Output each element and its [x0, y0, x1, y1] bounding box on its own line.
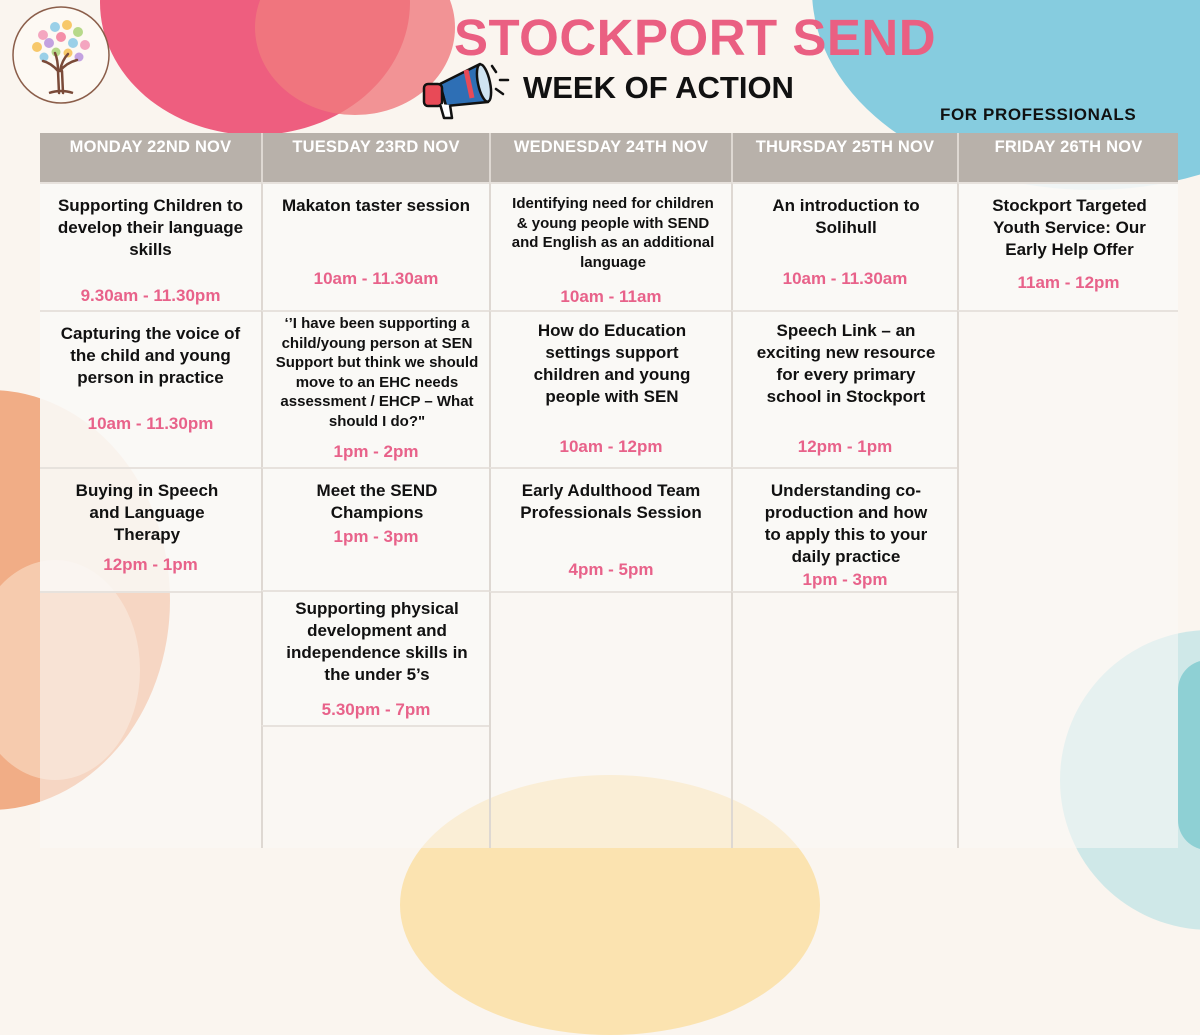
event-time: 10am - 12pm: [559, 437, 663, 456]
event-title: Understanding co-production and how to apply this to your daily practice: [764, 481, 928, 566]
event-time: 10am - 11.30pm: [87, 414, 214, 433]
event-title: Makaton taster session: [281, 196, 470, 215]
event-title: Early Adulthood Team Professionals Session: [520, 481, 702, 522]
column-heading: TUESDAY 23RD NOV: [261, 133, 489, 182]
megaphone-icon: [418, 58, 518, 124]
audience-label: FOR PROFESSIONALS: [940, 105, 1137, 124]
event-cell: [40, 310, 261, 467]
column-wednesday: [489, 133, 731, 848]
event-cell: [489, 182, 731, 310]
empty-cell: [261, 725, 489, 848]
event-title: Supporting physical development and independence skills in the under 5’s: [286, 599, 468, 684]
column-monday: [40, 133, 261, 848]
event-cell: [40, 182, 261, 310]
event-title: Supporting Children to develop their language skills: [57, 196, 244, 259]
tree-logo-icon: [11, 5, 111, 105]
event-title: ‘’I have been supporting a child/young person at SEN Support but think we should move to an EHC needs assessment / EHCP – What should I do?": [275, 315, 479, 430]
empty-cell: [489, 591, 731, 848]
event-time: 1pm - 3pm: [802, 570, 888, 589]
event-cell: [489, 467, 731, 591]
empty-cell: [731, 591, 957, 848]
page-subtitle: WEEK OF ACTION: [523, 70, 794, 105]
bg-blob-teal-strip: [1178, 660, 1200, 850]
column-heading: FRIDAY 26TH NOV: [957, 133, 1178, 182]
event-cell: [731, 467, 957, 591]
column-tuesday: [261, 133, 489, 848]
event-title: Speech Link – an exciting new resource for every primary school in Stockport: [756, 321, 936, 406]
event-time: 11am - 12pm: [1017, 273, 1120, 292]
event-title: How do Education settings support children and young people with SEN: [533, 321, 691, 406]
event-cell: [731, 310, 957, 467]
event-time: 10am - 11am: [560, 287, 662, 306]
event-time: 1pm - 3pm: [333, 527, 419, 546]
column-thursday: [731, 133, 957, 848]
event-title: Identifying need for children & young people with SEND and English as an additional language: [511, 195, 715, 271]
column-friday: [957, 133, 1178, 848]
event-time: 10am - 11.30am: [313, 269, 439, 288]
event-title: Capturing the voice of the child and young person in practice: [60, 324, 241, 387]
empty-cell: [40, 591, 261, 848]
event-title: An introduction to Solihull: [772, 196, 920, 237]
event-time: 12pm - 1pm: [103, 555, 198, 574]
event-time: 12pm - 1pm: [797, 437, 893, 456]
event-cell: [489, 310, 731, 467]
event-cell: [957, 182, 1178, 310]
column-heading: MONDAY 22ND NOV: [40, 133, 261, 182]
event-cell: [261, 467, 489, 590]
column-heading: THURSDAY 25TH NOV: [731, 133, 957, 182]
event-cell: [261, 590, 489, 725]
event-time: 5.30pm - 7pm: [321, 700, 431, 719]
column-heading: WEDNESDAY 24TH NOV: [489, 133, 731, 182]
page-title: STOCKPORT SEND: [453, 9, 937, 66]
empty-cell: [957, 310, 1178, 848]
event-time: 10am - 11.30am: [782, 269, 908, 288]
event-time: 4pm - 5pm: [568, 560, 654, 579]
event-cell: [40, 467, 261, 591]
event-cell: [261, 182, 489, 310]
schedule-grid: [40, 133, 1178, 848]
event-title: Buying in Speech and Language Therapy: [75, 481, 219, 544]
event-title: Stockport Targeted Youth Service: Our Early Help Offer: [992, 196, 1147, 259]
event-cell: [261, 310, 489, 467]
event-title: Meet the SEND Champions: [316, 481, 438, 522]
event-time: 9.30am - 11.30pm: [80, 286, 221, 305]
event-time: 1pm - 2pm: [333, 442, 419, 461]
event-cell: [731, 182, 957, 310]
